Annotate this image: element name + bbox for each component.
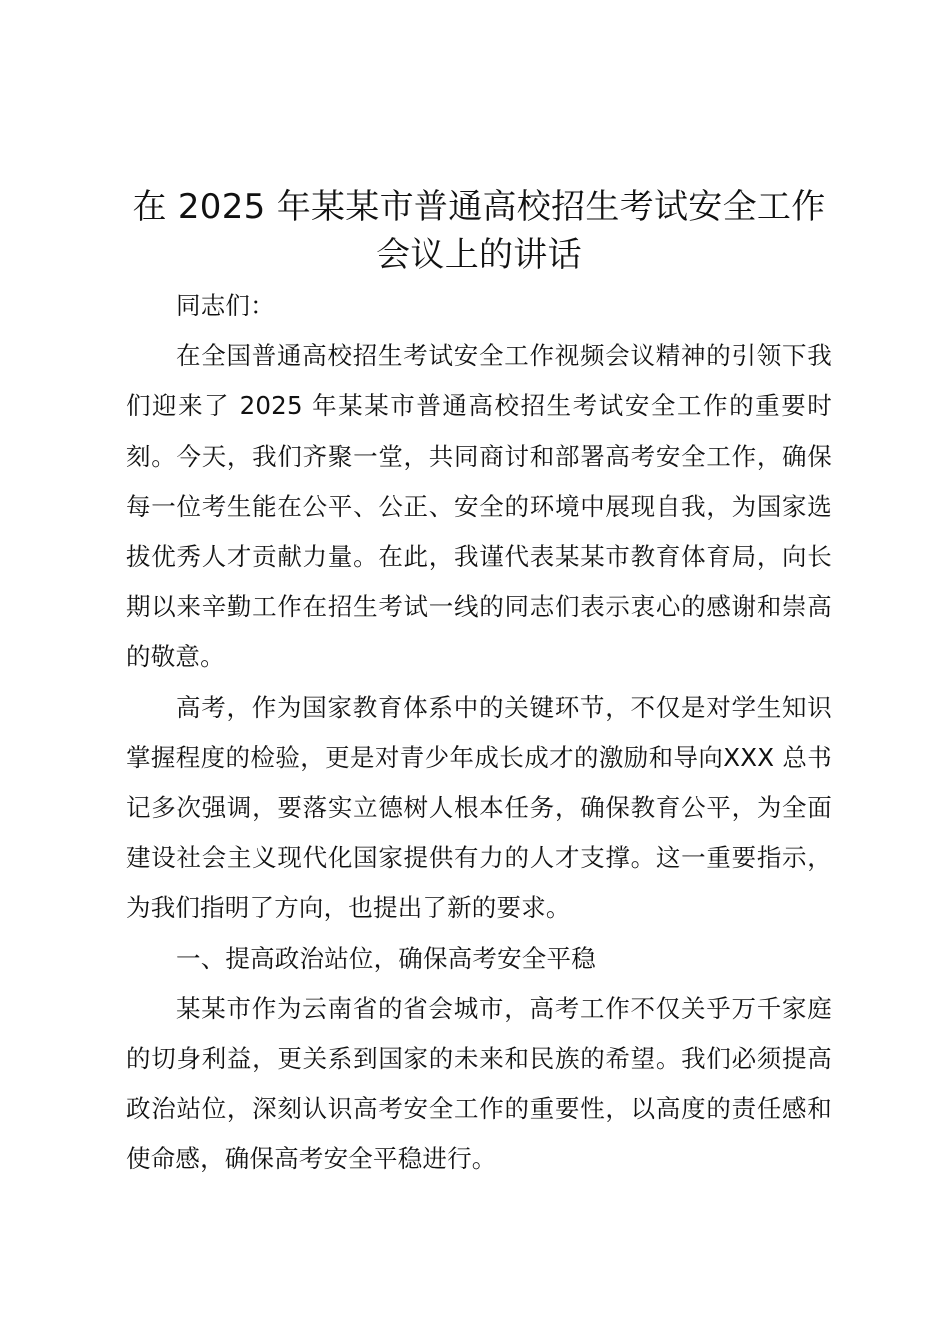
paragraph-1: 在全国普通高校招生考试安全工作视频会议精神的引领下我们迎来了 2025 年某某市普通高校招生考试安全工作的重要时刻。今天，我们齐聚一堂，共同商讨和部署高考安全工作，确保每一位考生能在公平、公正、安全的环境中展现自我，为国家选拔优秀人才贡献力量。在此，我谨代表某某市教育体育局，向长期以来辛勤工作在招生考试一线的同志们表示衷心的感谢和崇高的敬意。 bbox=[126, 341, 832, 672]
salutation: 同志们： bbox=[176, 291, 275, 320]
paragraph-2: 高考，作为国家教育体系中的关键环节，不仅是对学生知识掌握程度的检验，更是对青少年成长成才的激励和导向XXX 总书记多次强调，要落实立德树人根本任务，确保教育公平，为全面建设社会主义现代化国家提供有力的人才支撑。这一重要指示，为我们指明了方向，也提出了新的要求。 bbox=[126, 692, 832, 923]
paragraph-3: 某某市作为云南省的省会城市，高考工作不仅关乎万千家庭的切身利益，更关系到国家的未来和民族的希望。我们必须提高政治站位，深刻认识高考安全工作的重要性，以高度的责任感和使命感，确保高考安全平稳进行。 bbox=[126, 993, 832, 1174]
document-page bbox=[126, 183, 832, 1185]
document-title: 在 2025 年某某市普通高校招生考试安全工作会议上的讲话 bbox=[132, 187, 826, 275]
section-heading-1: 一、提高政治站位，确保高考安全平稳 bbox=[176, 943, 596, 973]
